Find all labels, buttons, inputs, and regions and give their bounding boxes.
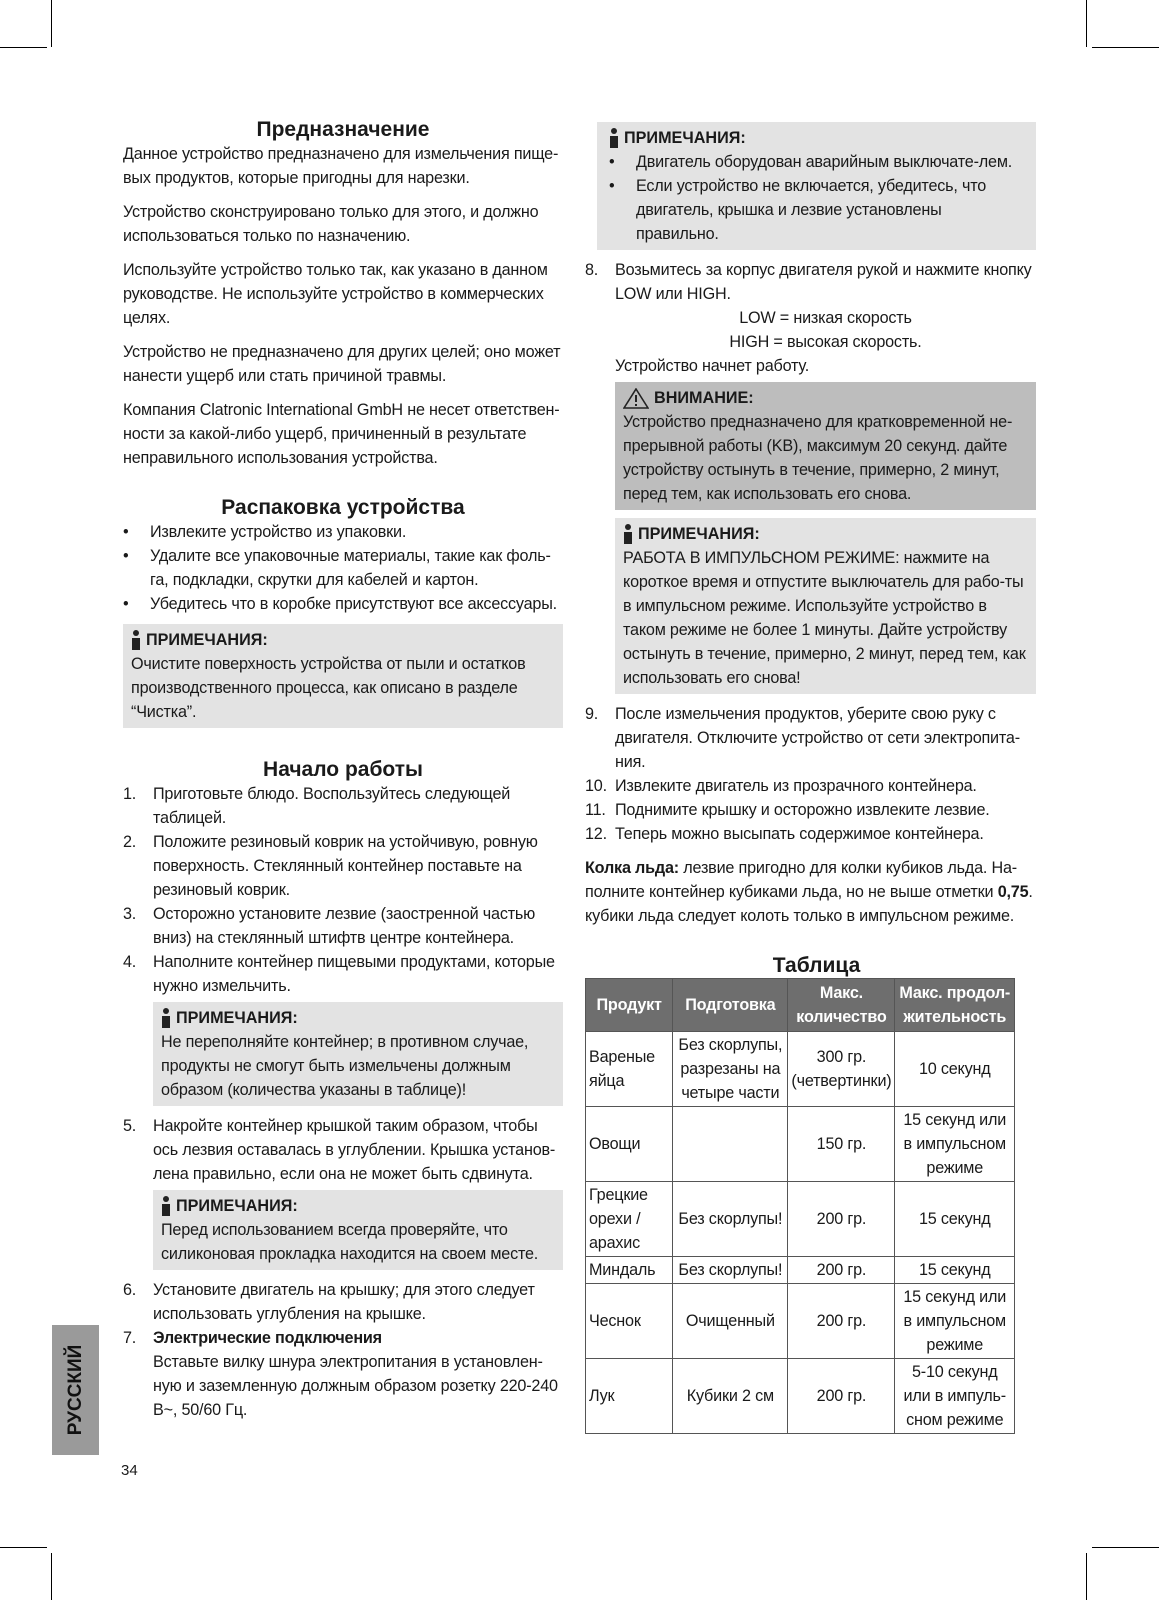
paragraph: Компания Clatronic International GmbH не несет ответствен-ности за какой-либо ущерб, причиненный в результате неправильного использования устройства. xyxy=(123,401,560,467)
warning-box xyxy=(615,382,1036,510)
start-text: Устройство начнет работу. xyxy=(615,357,810,375)
table-row: Вареные яйца Без скорлупы, разрезаны на четыре части 300 гр. (четвертинки) 10 секунд xyxy=(586,1032,1015,1107)
step-item: 5. Накройте контейнер крышкой таким образом, чтобы ось лезвия оставалась в углублении. Крышка установ-лена правильно, если она не может быть сдвинута. xyxy=(123,1117,556,1183)
step-item: 8. Возьмитесь за корпус двигателя рукой и нажмите кнопку LOW или HIGH. LOW = низкая скорость HIGH = высокая скорость. Устройство начнет работу. xyxy=(585,258,1036,378)
section-title-unpacking: Распаковка устройства xyxy=(221,496,465,519)
note-title: ПРИМЕЧАНИЯ: xyxy=(146,631,268,649)
note-header xyxy=(609,126,1028,150)
steps-list xyxy=(585,258,1036,378)
language-label: РУССКИЙ xyxy=(64,1344,86,1436)
note-box xyxy=(597,122,1036,250)
table-row: Лук Кубики 2 см 200 гр. 5-10 секунд или в импуль-сном режиме xyxy=(586,1359,1015,1434)
note-list xyxy=(609,150,1028,246)
table-row: Грецкие орехи / арахис Без скорлупы! 200 гр. 15 секунд xyxy=(586,1182,1015,1257)
product-table xyxy=(585,978,1015,1434)
list-item: • Убедитесь что в коробке присутствуют все аксессуары. xyxy=(123,592,563,616)
note-text: РАБОТА В ИМПУЛЬСНОМ РЕЖИМЕ: нажмите на короткое время и отпустите выключатель для рабо-ты в импульсном режиме. Используйте устройство в таком режиме не более 1 минуты. Дайте устройству остынуть в течение, примерно, 2 минут, перед тем, как использовать его снова! xyxy=(623,549,1026,687)
language-tab xyxy=(52,1325,99,1455)
speed-high: HIGH = высокая скорость. xyxy=(729,333,922,351)
info-icon xyxy=(161,1196,171,1216)
info-icon xyxy=(623,524,633,544)
list-item: • Извлеките устройство из упаковки. xyxy=(123,520,563,544)
page-number: 34 xyxy=(121,1462,138,1479)
list-item: • Удалите все упаковочные материалы, такие как фоль-га, подкладки, скрутки для кабелей и картон. xyxy=(123,544,563,592)
crop-mark xyxy=(1092,47,1159,48)
steps-list xyxy=(123,1278,563,1422)
warning-title: ВНИМАНИЕ: xyxy=(654,389,754,407)
right-column xyxy=(585,122,1036,1434)
unpacking-list xyxy=(123,520,563,616)
crop-mark xyxy=(51,0,52,47)
note-text: Очистите поверхность устройства от пыли и остатков производственного процесса, как описано в разделе “Чистка”. xyxy=(131,655,526,721)
note-header xyxy=(623,522,1028,546)
crop-mark xyxy=(1086,1553,1087,1600)
step-item: 11. Поднимите крышку и осторожно извлеките лезвие. xyxy=(585,801,990,819)
note-header xyxy=(161,1194,555,1218)
crop-mark xyxy=(51,1553,52,1600)
paragraph: Используйте устройство только так, как указано в данном руководстве. Не используйте устройство в коммерческих целях. xyxy=(123,261,548,327)
note-box xyxy=(123,624,563,728)
crop-mark xyxy=(0,1547,47,1548)
step-item: 6. Установите двигатель на крышку; для этого следует использовать углубления на крышке. xyxy=(123,1281,535,1323)
speed-low: LOW = низкая скорость xyxy=(739,309,912,327)
crop-mark xyxy=(0,47,47,48)
note-title: ПРИМЕЧАНИЯ: xyxy=(638,525,760,543)
note-text: Не переполняйте контейнер; в противном случае, продукты не смогут быть измельчены должным образом (количества указаны в таблице)! xyxy=(161,1033,529,1099)
note-title: ПРИМЕЧАНИЯ: xyxy=(176,1197,298,1215)
section-title-purpose: Предназначение xyxy=(256,118,430,141)
note-title: ПРИМЕЧАНИЯ: xyxy=(624,129,746,147)
table-row: Овощи 150 гр. 15 секунд или в импульсном режиме xyxy=(586,1107,1015,1182)
warning-text: Устройство предназначено для кратковременной не-прерывной работы (KB), максимум 20 секунд. дайте устройству остынуть в течение, примерно, 2 минут, перед тем, как использовать его снова. xyxy=(623,413,1013,503)
table-header: Макс. продол-жительность xyxy=(895,979,1015,1032)
paragraph: Данное устройство предназначено для измельчения пище-вых продуктов, которые пригодны для нарезки. xyxy=(123,145,559,187)
paragraph: Устройство не предназначено для других целей; оно может нанести ущерб или стать причиной травмы. xyxy=(123,343,561,385)
paragraph: Устройство сконструировано только для этого, и должно использоваться только по назначению. xyxy=(123,203,539,245)
note-text: Перед использованием всегда проверяйте, что силиконовая прокладка находится на своем месте. xyxy=(161,1221,539,1263)
list-item: • Если устройство не включается, убедитесь, что двигатель, крышка и лезвие установлены правильно. xyxy=(609,174,1028,246)
table-header-row xyxy=(586,979,1015,1032)
note-box xyxy=(615,518,1036,694)
step-item: 9. После измельчения продуктов, уберите свою руку с двигателя. Отключите устройство от сети электропита-ния. xyxy=(585,705,1020,771)
step-item: 12. Теперь можно высыпать содержимое контейнера. xyxy=(585,825,984,843)
steps-list xyxy=(123,782,563,998)
warning-header xyxy=(623,386,1028,410)
step-item: 2. Положите резиновый коврик на устойчивую, ровную поверхность. Стеклянный контейнер поставьте на резиновый коврик. xyxy=(123,833,538,899)
step-item: 7. Электрические подключения Вставьте вилку шнура электропитания в установлен-ную и заземленную должным образом розетку 220-240 В~, 50/60 Гц. xyxy=(123,1329,558,1419)
table-header: Продукт xyxy=(586,979,673,1032)
step-item: 4. Наполните контейнер пищевыми продуктами, которые нужно измельчить. xyxy=(123,953,555,995)
step-item: 10. Извлеките двигатель из прозрачного контейнера. xyxy=(585,777,977,795)
steps-list xyxy=(585,702,1036,846)
list-item: • Двигатель оборудован аварийным выключате-лем. xyxy=(609,150,1028,174)
crop-mark xyxy=(1086,0,1087,47)
info-icon xyxy=(609,128,619,148)
section-title-start: Начало работы xyxy=(263,758,423,781)
step-item: 3. Осторожно установите лезвие (заостренной частью вниз) на стеклянный штифтв центре контейнера. xyxy=(123,905,536,947)
note-header xyxy=(131,628,555,652)
steps-list xyxy=(123,1114,563,1186)
note-title: ПРИМЕЧАНИЯ: xyxy=(176,1009,298,1027)
table-header: Подготовка xyxy=(673,979,788,1032)
step-item: 1. Приготовьте блюдо. Воспользуйтесь следующей таблицей. xyxy=(123,785,511,827)
crop-mark xyxy=(1092,1547,1159,1548)
note-box xyxy=(153,1190,563,1270)
note-box xyxy=(153,1002,563,1106)
warning-icon xyxy=(623,388,649,409)
note-header xyxy=(161,1006,555,1030)
ice-paragraph: Колка льда: лезвие пригодно для колки кубиков льда. На-полните контейнер кубиками льда, но не выше отметки 0,75. кубики льда следует колоть только в импульсном режиме. xyxy=(585,859,1033,925)
table-row: Чеснок Очищенный 200 гр. 15 секунд или в импульсном режиме xyxy=(586,1284,1015,1359)
table-header: Макс. количество xyxy=(788,979,895,1032)
section-title-table: Таблица xyxy=(772,954,861,977)
info-icon xyxy=(131,630,141,650)
info-icon xyxy=(161,1008,171,1028)
table-row: Миндаль Без скорлупы! 200 гр. 15 секунд xyxy=(586,1257,1015,1284)
left-column xyxy=(123,118,563,1430)
